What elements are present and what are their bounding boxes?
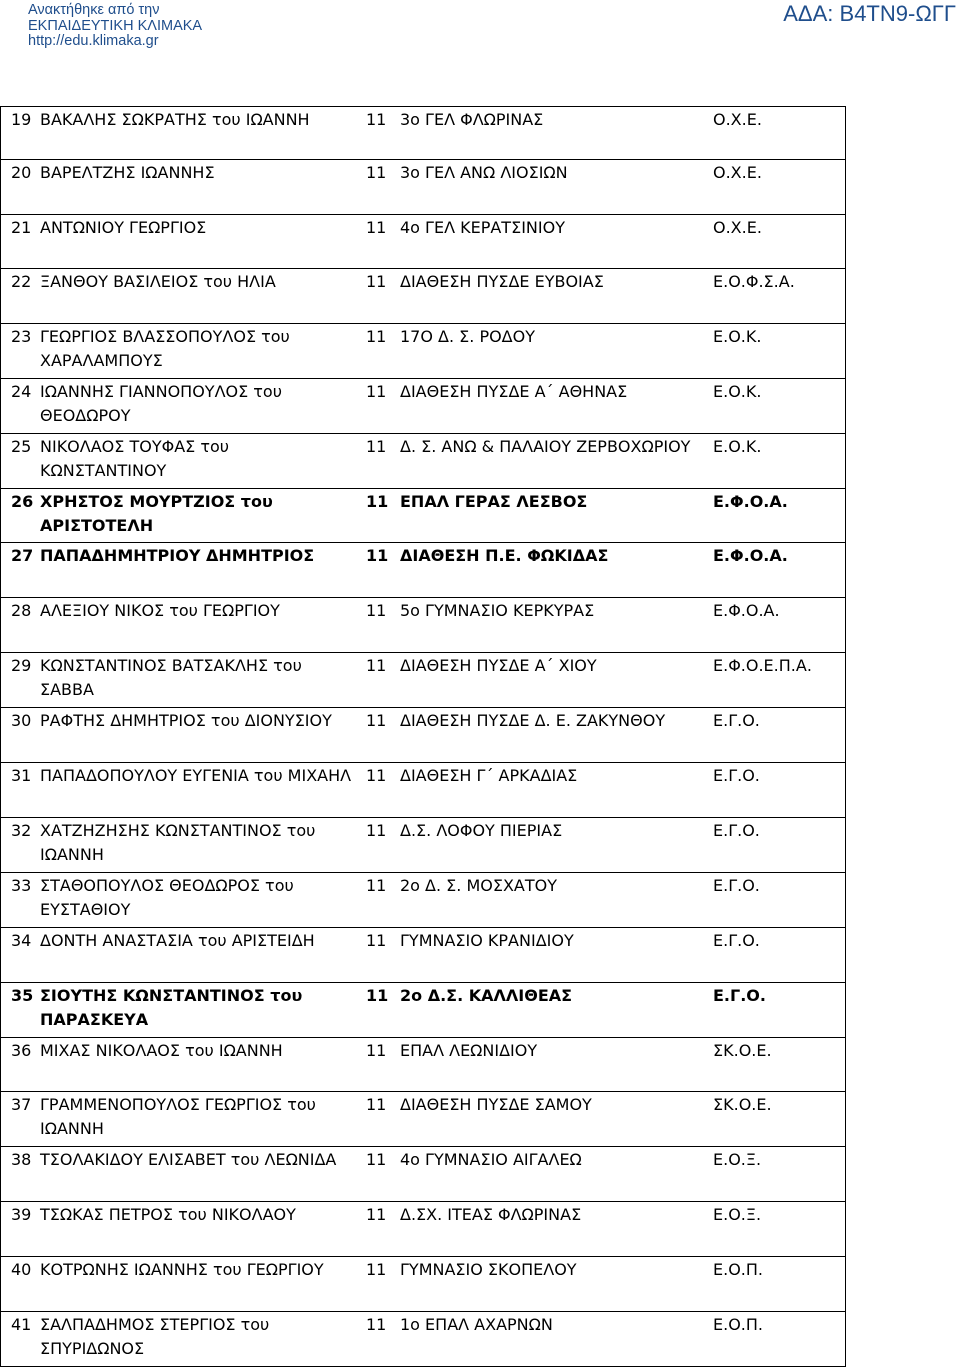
table-row bbox=[1, 1312, 846, 1367]
category-code: Ε.Γ.Ο. bbox=[713, 711, 760, 730]
school-name: 3ο ΓΕΛ ΦΛΩΡΙΝΑΣ bbox=[400, 110, 544, 129]
row-number: 26 bbox=[11, 492, 34, 511]
school-name: ΔΙΑΘΕΣΗ ΠΥΣΔΕ Α΄ ΧΙΟΥ bbox=[400, 656, 597, 675]
row-number: 37 bbox=[11, 1095, 32, 1114]
row-number: 36 bbox=[11, 1041, 32, 1060]
school-name: ΔΙΑΘΕΣΗ ΠΥΣΔΕ Δ. Ε. ΖΑΚΥΝΘΟΥ bbox=[400, 711, 666, 730]
row-content bbox=[1, 928, 845, 953]
person-name: ΔΟΝΤΗ ΑΝΑΣΤΑΣΙΑ του ΑΡΙΣΤΕΙΔΗ bbox=[40, 931, 315, 950]
table-row bbox=[1, 1257, 846, 1312]
score: 11 bbox=[366, 766, 387, 785]
category-code: Ο.Χ.Ε. bbox=[713, 110, 762, 129]
table-cell bbox=[1, 489, 846, 543]
category-code: Ε.Ο.Ξ. bbox=[713, 1205, 762, 1224]
score: 11 bbox=[366, 601, 387, 620]
table-cell bbox=[1, 598, 846, 653]
person-name: ΒΑΚΑΛΗΣ ΣΩΚΡΑΤΗΣ του ΙΩΑΝΝΗ bbox=[40, 110, 310, 129]
table-row bbox=[1, 379, 846, 434]
score: 11 bbox=[366, 1095, 387, 1114]
table-cell bbox=[1, 160, 846, 215]
score: 11 bbox=[366, 656, 387, 675]
row-content bbox=[1, 763, 845, 788]
results-table-body bbox=[1, 107, 846, 1367]
table-cell bbox=[1, 873, 846, 928]
row-content bbox=[1, 653, 845, 702]
row-content bbox=[1, 489, 845, 538]
school-name: 5ο ΓΥΜΝΑΣΙΟ ΚΕΡΚΥΡΑΣ bbox=[400, 601, 595, 620]
person-name: ΙΩΑΝΝΗΣ ΓΙΑΝΝΟΠΟΥΛΟΣ του ΘΕΟΔΩΡΟΥ bbox=[40, 382, 282, 425]
row-content bbox=[1, 1092, 845, 1141]
category-code: Ε.Ο.Κ. bbox=[713, 437, 762, 456]
score: 11 bbox=[366, 272, 387, 291]
row-number: 39 bbox=[11, 1205, 32, 1224]
person-name: ΣΤΑΘΟΠΟΥΛΟΣ ΘΕΟΔΩΡΟΣ του ΕΥΣΤΑΘΙΟΥ bbox=[40, 876, 294, 919]
row-content bbox=[1, 324, 845, 373]
row-number: 20 bbox=[11, 163, 32, 182]
table-cell bbox=[1, 434, 846, 489]
row-content bbox=[1, 873, 845, 922]
score: 11 bbox=[366, 876, 387, 895]
school-name: ΔΙΑΘΕΣΗ ΠΥΣΔΕ ΕΥΒΟΙΑΣ bbox=[400, 272, 604, 291]
row-number: 41 bbox=[11, 1315, 32, 1334]
score: 11 bbox=[366, 986, 389, 1005]
row-number: 32 bbox=[11, 821, 32, 840]
school-name: ΔΙΑΘΕΣΗ Π.Ε. ΦΩΚΙΔΑΣ bbox=[400, 546, 609, 565]
category-code: Ο.Χ.Ε. bbox=[713, 218, 762, 237]
row-content bbox=[1, 1147, 845, 1172]
table-cell bbox=[1, 818, 846, 873]
score: 11 bbox=[366, 492, 389, 511]
category-code: Ο.Χ.Ε. bbox=[713, 163, 762, 182]
score: 11 bbox=[366, 1150, 387, 1169]
table-row bbox=[1, 324, 846, 379]
score: 11 bbox=[366, 1260, 387, 1279]
table-cell bbox=[1, 708, 846, 763]
table-cell bbox=[1, 269, 846, 324]
table-row bbox=[1, 543, 846, 598]
person-name: ΧΡΗΣΤΟΣ ΜΟΥΡΤΖΙΟΣ του ΑΡΙΣΤΟΤΕΛΗ bbox=[40, 492, 273, 535]
results-table bbox=[0, 106, 846, 1367]
table-row bbox=[1, 269, 846, 324]
table-cell bbox=[1, 1257, 846, 1312]
category-code: Ε.Ο.Κ. bbox=[713, 382, 762, 401]
score: 11 bbox=[366, 163, 387, 182]
row-content bbox=[1, 1257, 845, 1282]
row-number: 19 bbox=[11, 110, 32, 129]
table-cell bbox=[1, 928, 846, 983]
row-number: 40 bbox=[11, 1260, 32, 1279]
ada-code: ΑΔΑ: Β4ΤΝ9-ΩΓΓ bbox=[783, 1, 956, 26]
row-number: 38 bbox=[11, 1150, 32, 1169]
score: 11 bbox=[366, 711, 387, 730]
table-cell bbox=[1, 1092, 846, 1147]
row-number: 25 bbox=[11, 437, 32, 456]
row-content bbox=[1, 983, 845, 1032]
table-row bbox=[1, 1202, 846, 1257]
person-name: ΤΣΩΚΑΣ ΠΕΤΡΟΣ του ΝΙΚΟΛΑΟΥ bbox=[40, 1205, 296, 1224]
table-row bbox=[1, 818, 846, 873]
row-content bbox=[1, 598, 845, 623]
score: 11 bbox=[366, 1205, 387, 1224]
category-code: Ε.Ο.Κ. bbox=[713, 327, 762, 346]
score: 11 bbox=[366, 931, 387, 950]
person-name: ΤΣΟΛΑΚΙΔΟΥ ΕΛΙΣΑΒΕΤ του ΛΕΩΝΙΔΑ bbox=[40, 1150, 337, 1169]
school-name: ΕΠΑΛ ΓΕΡΑΣ ΛΕΣΒΟΣ bbox=[400, 492, 588, 511]
table-cell bbox=[1, 324, 846, 379]
school-name: 4ο ΓΥΜΝΑΣΙΟ ΑΙΓΑΛΕΩ bbox=[400, 1150, 582, 1169]
row-number: 24 bbox=[11, 382, 32, 401]
row-content bbox=[1, 269, 845, 294]
row-content bbox=[1, 1312, 845, 1361]
table-row bbox=[1, 983, 846, 1038]
score: 11 bbox=[366, 437, 387, 456]
table-row bbox=[1, 598, 846, 653]
category-code: Ε.Ο.Ξ. bbox=[713, 1150, 762, 1169]
table-row bbox=[1, 873, 846, 928]
table-cell bbox=[1, 1312, 846, 1367]
table-cell bbox=[1, 107, 846, 160]
school-name: ΓΥΜΝΑΣΙΟ ΣΚΟΠΕΛΟΥ bbox=[400, 1260, 577, 1279]
table-row bbox=[1, 1092, 846, 1147]
row-number: 35 bbox=[11, 986, 34, 1005]
person-name: ΧΑΤΖΗΖΗΣΗΣ ΚΩΝΣΤΑΝΤΙΝΟΣ του ΙΩΑΝΝΗ bbox=[40, 821, 316, 864]
category-code: ΣΚ.Ο.Ε. bbox=[713, 1095, 772, 1114]
school-name: ΔΙΑΘΕΣΗ ΠΥΣΔΕ Α΄ ΑΘΗΝΑΣ bbox=[400, 382, 628, 401]
row-number: 30 bbox=[11, 711, 32, 730]
school-name: 2ο Δ. Σ. ΜΟΣΧΑΤΟΥ bbox=[400, 876, 558, 895]
table-cell bbox=[1, 379, 846, 434]
score: 11 bbox=[366, 1315, 387, 1334]
category-code: Ε.Ο.Π. bbox=[713, 1315, 763, 1334]
row-number: 28 bbox=[11, 601, 32, 620]
table-row bbox=[1, 763, 846, 818]
row-number: 23 bbox=[11, 327, 32, 346]
category-code: Ε.Φ.Ο.Α. bbox=[713, 492, 788, 511]
school-name: ΔΙΑΘΕΣΗ Γ΄ ΑΡΚΑΔΙΑΣ bbox=[400, 766, 578, 785]
person-name: ΑΝΤΩΝΙΟΥ ΓΕΩΡΓΙΟΣ bbox=[40, 218, 207, 237]
school-name: 1ο ΕΠΑΛ ΑΧΑΡΝΩΝ bbox=[400, 1315, 553, 1334]
row-number: 22 bbox=[11, 272, 32, 291]
category-code: Ε.Γ.Ο. bbox=[713, 986, 766, 1005]
person-name: ΚΩΝΣΤΑΝΤΙΝΟΣ ΒΑΤΣΑΚΛΗΣ του ΣΑΒΒΑ bbox=[40, 656, 302, 699]
school-name: Δ.ΣΧ. ΙΤΕΑΣ ΦΛΩΡΙΝΑΣ bbox=[400, 1205, 582, 1224]
table-cell bbox=[1, 215, 846, 269]
category-code: Ε.Φ.Ο.Α. bbox=[713, 601, 780, 620]
person-name: ΡΑΦΤΗΣ ΔΗΜΗΤΡΙΟΣ του ΔΙΟΝΥΣΙΟΥ bbox=[40, 711, 332, 730]
person-name: ΜΙΧΑΣ ΝΙΚΟΛΑΟΣ του ΙΩΑΝΝΗ bbox=[40, 1041, 283, 1060]
category-code: ΣΚ.Ο.Ε. bbox=[713, 1041, 772, 1060]
source-watermark bbox=[28, 3, 202, 50]
row-number: 34 bbox=[11, 931, 32, 950]
row-content bbox=[1, 543, 845, 568]
category-code: Ε.Ο.Π. bbox=[713, 1260, 763, 1279]
table-row bbox=[1, 215, 846, 269]
table-row bbox=[1, 489, 846, 543]
person-name: ΠΑΠΑΔΟΠΟΥΛΟΥ ΕΥΓΕΝΙΑ του ΜΙΧΑΗΛ bbox=[40, 766, 352, 785]
row-number: 29 bbox=[11, 656, 32, 675]
person-name: ΓΕΩΡΓΙΟΣ ΒΛΑΣΣΟΠΟΥΛΟΣ του ΧΑΡΑΛΑΜΠΟΥΣ bbox=[40, 327, 290, 370]
category-code: Ε.Φ.Ο.Ε.Π.Α. bbox=[713, 656, 812, 675]
score: 11 bbox=[366, 546, 389, 565]
row-content bbox=[1, 107, 845, 132]
person-name: ΚΟΤΡΩΝΗΣ ΙΩΑΝΝΗΣ του ΓΕΩΡΓΙΟΥ bbox=[40, 1260, 324, 1279]
table-cell bbox=[1, 1202, 846, 1257]
row-content bbox=[1, 434, 845, 483]
table-cell bbox=[1, 1038, 846, 1092]
table-cell bbox=[1, 763, 846, 818]
watermark-line-2: ΕΚΠΑΙΔΕΥΤΙΚΗ ΚΛΙΜΑΚΑ bbox=[28, 17, 203, 34]
watermark-line-1: Ανακτήθηκε από την bbox=[28, 2, 160, 18]
row-number: 21 bbox=[11, 218, 32, 237]
category-code: Ε.Γ.Ο. bbox=[713, 876, 760, 895]
table-cell bbox=[1, 1147, 846, 1202]
person-name: ΠΑΠΑΔΗΜΗΤΡΙΟΥ ΔΗΜΗΤΡΙΟΣ bbox=[40, 546, 315, 565]
school-name: 3ο ΓΕΛ ΑΝΩ ΛΙΟΣΙΩΝ bbox=[400, 163, 568, 182]
row-number: 31 bbox=[11, 766, 32, 785]
table-row bbox=[1, 928, 846, 983]
table-row bbox=[1, 1147, 846, 1202]
category-code: Ε.Φ.Ο.Α. bbox=[713, 546, 788, 565]
row-number: 33 bbox=[11, 876, 32, 895]
school-name: 2ο Δ.Σ. ΚΑΛΛΙΘΕΑΣ bbox=[400, 986, 573, 1005]
school-name: Δ.Σ. ΛΟΦΟΥ ΠΙΕΡΙΑΣ bbox=[400, 821, 563, 840]
person-name: ΝΙΚΟΛΑΟΣ ΤΟΥΦΑΣ του ΚΩΝΣΤΑΝΤΙΝΟΥ bbox=[40, 437, 230, 480]
school-name: ΔΙΑΘΕΣΗ ΠΥΣΔΕ ΣΑΜΟΥ bbox=[400, 1095, 592, 1114]
table-row bbox=[1, 434, 846, 489]
table-row bbox=[1, 653, 846, 708]
person-name: ΣΙΟΥΤΗΣ ΚΩΝΣΤΑΝΤΙΝΟΣ του ΠΑΡΑΣΚΕΥΑ bbox=[40, 986, 303, 1029]
school-name: 17Ο Δ. Σ. ΡΟΔΟΥ bbox=[400, 327, 535, 346]
category-code: Ε.Γ.Ο. bbox=[713, 766, 760, 785]
school-name: ΕΠΑΛ ΛΕΩΝΙΔΙΟΥ bbox=[400, 1041, 538, 1060]
row-content bbox=[1, 818, 845, 867]
row-number: 27 bbox=[11, 546, 34, 565]
person-name: ΑΛΕΞΙΟΥ ΝΙΚΟΣ του ΓΕΩΡΓΙΟΥ bbox=[40, 601, 280, 620]
person-name: ΒΑΡΕΛΤΖΗΣ ΙΩΑΝΝΗΣ bbox=[40, 163, 215, 182]
table-cell bbox=[1, 543, 846, 598]
score: 11 bbox=[366, 821, 387, 840]
table-row bbox=[1, 107, 846, 160]
person-name: ΓΡΑΜΜΕΝΟΠΟΥΛΟΣ ΓΕΩΡΓΙΟΣ του ΙΩΑΝΝΗ bbox=[40, 1095, 316, 1138]
row-content bbox=[1, 708, 845, 733]
table-row bbox=[1, 708, 846, 763]
row-content bbox=[1, 379, 845, 428]
table-row bbox=[1, 160, 846, 215]
row-content bbox=[1, 215, 845, 240]
score: 11 bbox=[366, 110, 387, 129]
watermark-url[interactable]: http://edu.klimaka.gr bbox=[28, 33, 159, 49]
school-name: Δ. Σ. ΑΝΩ & ΠΑΛΑΙΟΥ ΖΕΡΒΟΧΩΡΙΟΥ bbox=[400, 437, 691, 456]
category-code: Ε.Γ.Ο. bbox=[713, 821, 760, 840]
score: 11 bbox=[366, 327, 387, 346]
row-content bbox=[1, 1202, 845, 1227]
table-cell bbox=[1, 653, 846, 708]
score: 11 bbox=[366, 218, 387, 237]
row-content bbox=[1, 160, 845, 185]
person-name: ΞΑΝΘΟΥ ΒΑΣΙΛΕΙΟΣ του ΗΛΙΑ bbox=[40, 272, 276, 291]
table-row bbox=[1, 1038, 846, 1092]
score: 11 bbox=[366, 382, 387, 401]
school-name: 4ο ΓΕΛ ΚΕΡΑΤΣΙΝΙΟΥ bbox=[400, 218, 565, 237]
person-name: ΣΑΛΠΑΔΗΜΟΣ ΣΤΕΡΓΙΟΣ του ΣΠΥΡΙΔΩΝΟΣ bbox=[40, 1315, 270, 1358]
school-name: ΓΥΜΝΑΣΙΟ ΚΡΑΝΙΔΙΟΥ bbox=[400, 931, 574, 950]
score: 11 bbox=[366, 1041, 387, 1060]
category-code: Ε.Γ.Ο. bbox=[713, 931, 760, 950]
table-cell bbox=[1, 983, 846, 1038]
row-content bbox=[1, 1038, 845, 1063]
category-code: Ε.Ο.Φ.Σ.Α. bbox=[713, 272, 795, 291]
